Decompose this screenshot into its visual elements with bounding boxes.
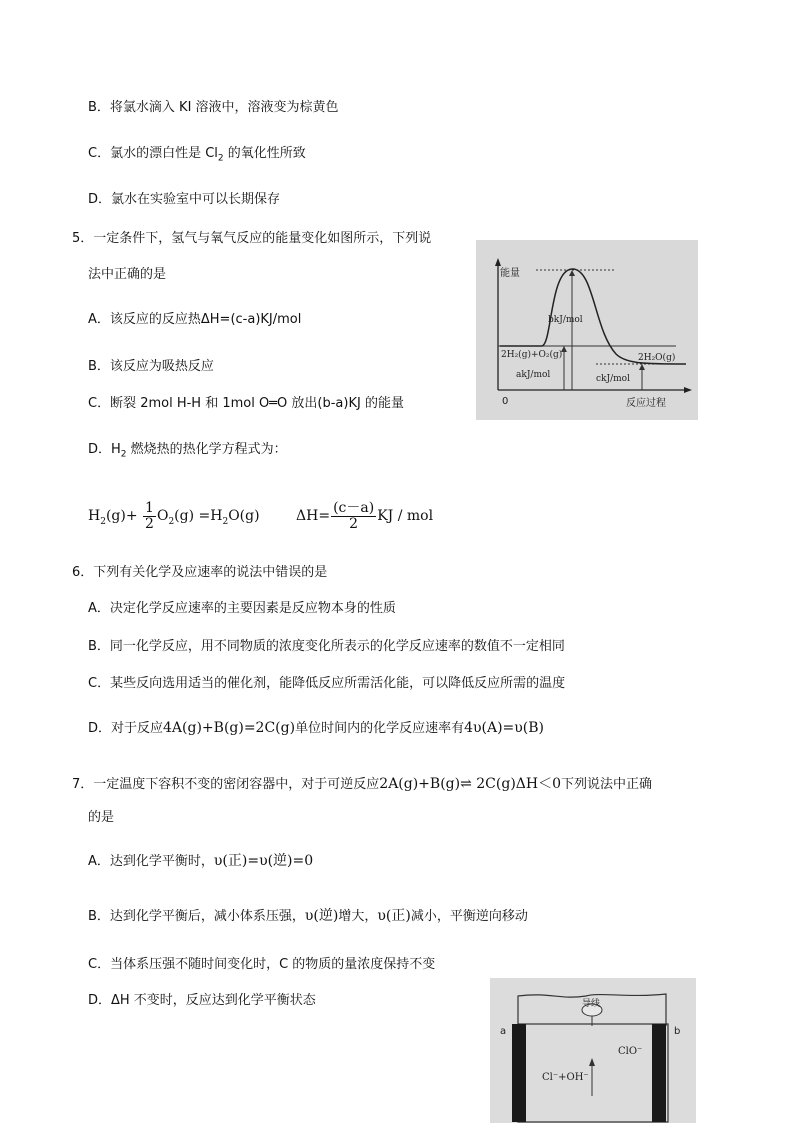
q7-option-a xyxy=(88,852,313,871)
ion-clo-label: ClO⁻ xyxy=(618,1046,643,1057)
eq-h2o-sub: 2 xyxy=(222,516,229,527)
wire-label: 导线 xyxy=(582,999,601,1009)
a-label: akJ/mol xyxy=(516,370,551,380)
q7-b-rest: 减小，平衡逆向移动 xyxy=(410,909,528,924)
q6-d-mid: 单位时间内的化学反应速率有 xyxy=(295,721,465,736)
y-axis-arrow xyxy=(495,258,501,266)
reactant-label: 2H₂(g)+O₂(g) xyxy=(501,350,563,360)
eq-h2: H xyxy=(88,508,101,524)
origin-label: 0 xyxy=(502,396,509,407)
q7-option-b xyxy=(88,907,528,926)
q6-d-equation: 4A(g)+B(g)=2C(g) xyxy=(163,720,296,736)
cell-diagram xyxy=(490,978,696,1123)
q7-stem-equation: 2A(g)+B(g)⇌ 2C(g)ΔH＜0 xyxy=(379,776,562,792)
q5-option-a: A．该反应的反应热ΔH=(c-a)KJ/mol xyxy=(88,312,302,327)
q5-option-d-text: D．H xyxy=(88,442,121,457)
q4-option-c xyxy=(88,145,306,168)
eq-frac-num: 1 xyxy=(145,499,154,516)
b-arrow-head xyxy=(569,270,575,276)
eq-part2: (g) =H xyxy=(174,508,223,524)
energy-diagram xyxy=(476,240,698,420)
q5-option-c: C．断裂 2mol H-H 和 1mol O═O 放出(b-a)KJ 的能量 xyxy=(88,396,404,411)
q7-stem-line2: 的是 xyxy=(88,810,115,825)
q7-option-c: C．当体系压强不随时间变化时，C 的物质的量浓度保持不变 xyxy=(88,957,436,972)
dh-label: ΔH= xyxy=(296,508,331,524)
q4-option-b: B．将氯水滴入 KI 溶液中，溶液变为棕黄色 xyxy=(88,100,339,115)
q5-stem-line2: 法中正确的是 xyxy=(88,267,167,282)
q7-stem-rest: 下列说法中正确 xyxy=(561,777,653,792)
q5-option-d xyxy=(88,441,287,464)
q6-d-text: D．对于反应 xyxy=(88,721,164,736)
ion-cl-oh-label: Cl⁻+OH⁻ xyxy=(542,1072,589,1083)
q5-option-b: B．该反应为吸热反应 xyxy=(88,359,214,374)
c-arrow-head xyxy=(639,364,645,370)
dh-den: 2 xyxy=(349,515,359,532)
x-axis-arrow xyxy=(684,387,692,393)
c-label: ckJ/mol xyxy=(596,374,630,384)
q7-stem-text: 7．一定温度下容积不变的密闭容器中，对于可逆反应 xyxy=(72,777,380,792)
q6-option-d xyxy=(88,719,544,738)
q7-b-rate2: υ(正) xyxy=(377,908,411,924)
ion-arrow-head xyxy=(589,1058,595,1066)
q7-option-d: D．ΔH 不变时，反应达到化学平衡状态 xyxy=(88,993,316,1008)
q7-a-text: A．达到化学平衡时， xyxy=(88,854,214,869)
y-axis-label: 能量 xyxy=(500,268,520,279)
q4-option-c-text: C．氯水的漂白性是 Cl xyxy=(88,146,218,161)
q5-option-d-sub: 2 xyxy=(120,449,127,460)
energy-diagram-svg xyxy=(476,240,698,420)
eq-part: (g)+ xyxy=(105,508,138,524)
q6-stem: 6．下列有关化学及应速率的说法中错误的是 xyxy=(72,565,328,580)
cell-container xyxy=(518,1024,668,1122)
q6-d-rate: 4υ(A)=υ(B) xyxy=(464,720,544,736)
dh-unit: KJ / mol xyxy=(377,508,434,524)
dh-fraction xyxy=(331,501,376,532)
eq-part3: O(g) xyxy=(228,508,260,524)
q5-equation xyxy=(88,496,260,536)
q4-option-c-rest: 的氧化性所致 xyxy=(223,146,306,161)
q5-stem-line1: 5．一定条件下，氢气与氧气反应的能量变化如图所示，下列说 xyxy=(72,231,432,246)
q7-b-rate1: υ(逆) xyxy=(304,908,339,924)
q6-option-a: A．决定化学反应速率的主要因素是反应物本身的性质 xyxy=(88,601,396,616)
q4-option-d: D．氯水在实验室中可以长期保存 xyxy=(88,192,281,207)
q4-option-c-sub: 2 xyxy=(217,153,224,164)
electrode-b-label: b xyxy=(674,1026,681,1037)
eq-o2: O xyxy=(156,508,169,524)
eq-frac-den: 2 xyxy=(145,515,154,532)
q7-a-equation: υ(正)=υ(逆)=0 xyxy=(213,853,314,869)
cell-diagram-svg xyxy=(490,978,696,1123)
q7-b-mid: 增大， xyxy=(338,909,378,924)
q7-b-text: B．达到化学平衡后，减小体系压强， xyxy=(88,909,305,924)
eq-o2-sub: 2 xyxy=(168,516,175,527)
q5-option-d-rest: 燃烧热的热化学方程式为： xyxy=(126,442,287,457)
q5-enthalpy xyxy=(296,496,433,536)
electrode-a-label: a xyxy=(500,1026,507,1037)
q7-stem-line1 xyxy=(72,775,652,794)
electrode-b xyxy=(652,1024,666,1122)
q6-option-b: B．同一化学反应，用不同物质的浓度变化所表示的化学反应速率的数值不一定相同 xyxy=(88,639,565,654)
b-label: bkJ/mol xyxy=(548,315,583,325)
q6-option-c: C．某些反向选用适当的催化剂，能降低反应所需活化能，可以降低反应所需的温度 xyxy=(88,676,566,691)
dh-num: (c－a) xyxy=(333,499,375,516)
electrode-a xyxy=(512,1024,526,1122)
product-label: 2H₂O(g) xyxy=(638,353,676,363)
x-axis-label: 反应过程 xyxy=(626,398,666,409)
eq-h2-sub: 2 xyxy=(100,516,106,527)
eq-fraction-half xyxy=(143,501,156,532)
